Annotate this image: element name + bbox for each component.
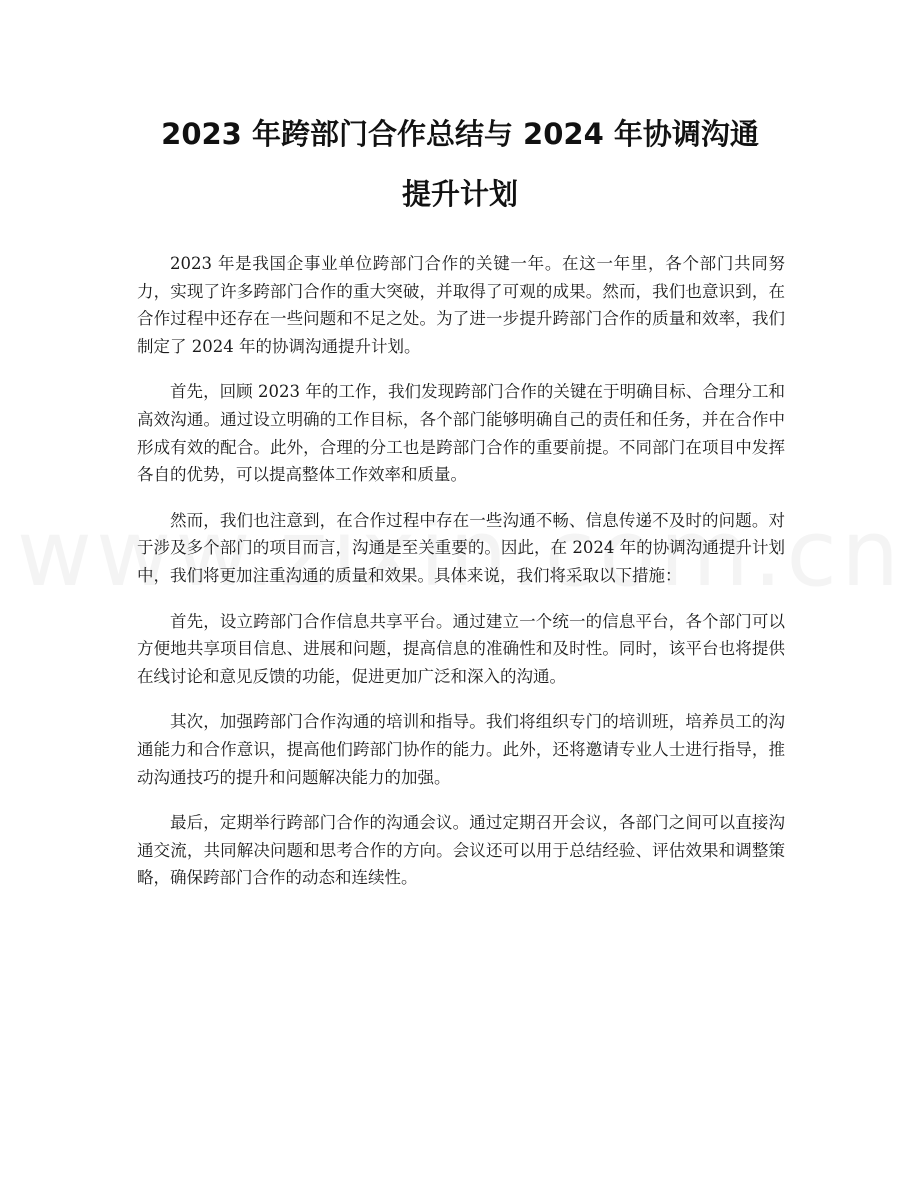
title-line-1: 2023 年跨部门合作总结与 2024 年协调沟通 — [161, 117, 759, 151]
paragraph: 首先，设立跨部门合作信息共享平台。通过建立一个统一的信息平台，各个部门可以方便地共享项目信息、进展和问题，提高信息的准确性和及时性。同时，该平台也将提供在线讨论和意见反馈的功能，促进更加广泛和深入的沟通。 — [137, 611, 785, 686]
paragraph: 首先，回顾 2023 年的工作，我们发现跨部门合作的关键在于明确目标、合理分工和高效沟通。通过设立明确的工作目标，各个部门能够明确自己的责任和任务，并在合作中形成有效的配合。此外，合理的分工也是跨部门合作的重要前提。不同部门在项目中发挥各自的优势，可以提高整体工作效率和质量。 — [137, 382, 785, 485]
document-body — [137, 250, 785, 910]
title-line-2: 提升计划 — [401, 177, 518, 211]
document-title — [0, 104, 920, 224]
paragraph: 其次，加强跨部门合作沟通的培训和指导。我们将组织专门的培训班，培养员工的沟通能力和合作意识，提高他们跨部门协作的能力。此外，还将邀请专业人士进行指导，推动沟通技巧的提升和问题解决能力的加强。 — [137, 712, 785, 787]
paragraph: 2023 年是我国企事业单位跨部门合作的关键一年。在这一年里，各个部门共同努力，实现了许多跨部门合作的重大突破，并取得了可观的成果。然而，我们也意识到，在合作过程中还存在一些问题和不足之处。为了进一步提升跨部门合作的质量和效率，我们制定了 2024 年的协调沟通提升计划。 — [137, 254, 785, 356]
paragraph: 然而，我们也注意到，在合作过程中存在一些沟通不畅、信息传递不及时的问题。对于涉及多个部门的项目而言，沟通是至关重要的。因此，在 2024 年的协调沟通提升计划中，我们将更加注重沟通的质量和效果。具体来说，我们将采取以下措施： — [137, 510, 785, 585]
paragraph: 最后，定期举行跨部门合作的沟通会议。通过定期召开会议，各部门之间可以直接沟通交流，共同解决问题和思考合作的方向。会议还可以用于总结经验、评估效果和调整策略，确保跨部门合作的动态和连续性。 — [137, 813, 785, 888]
